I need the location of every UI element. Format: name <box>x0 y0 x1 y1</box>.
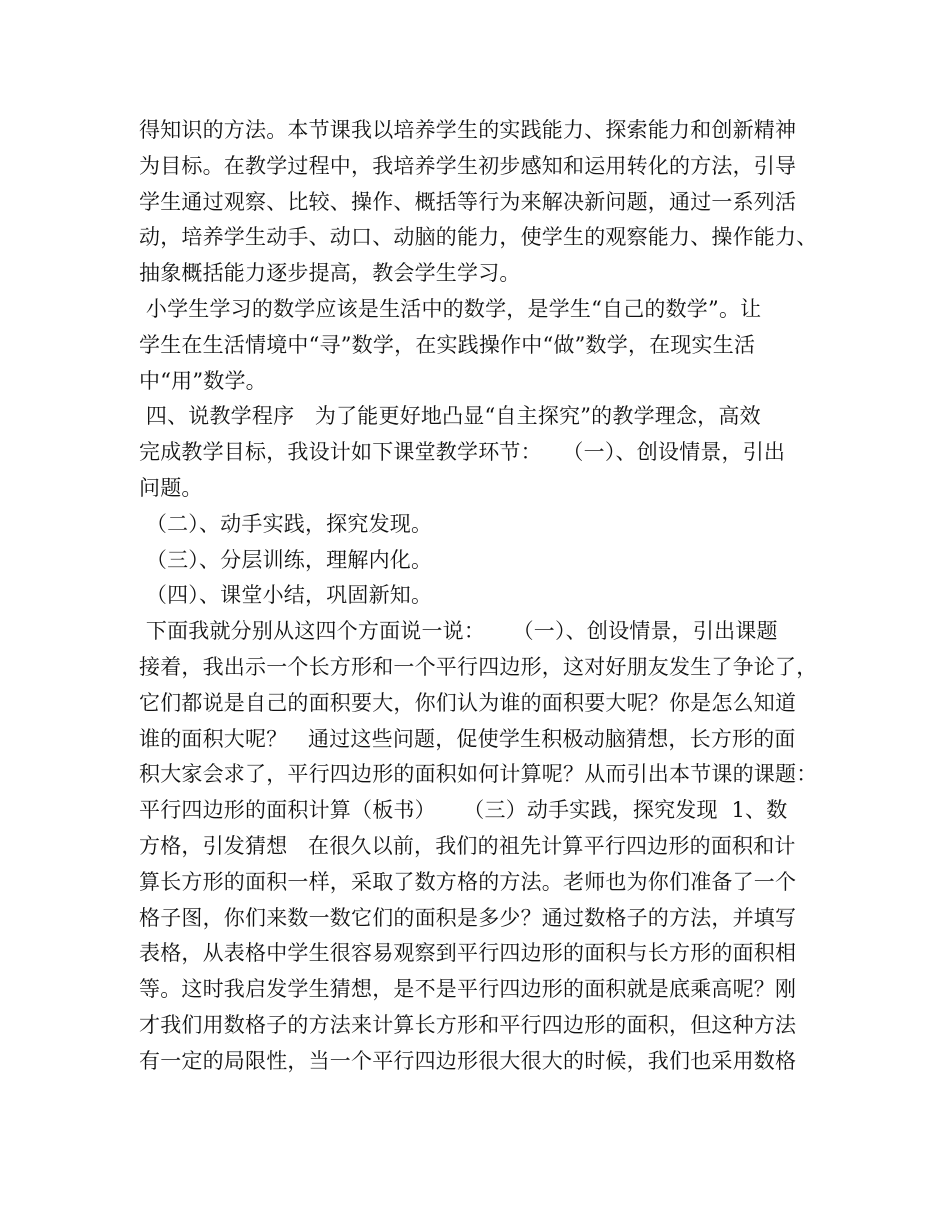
text-line: 学生在生活情境中“寻”数学，在实践操作中“做”数学，在现实生活 <box>139 332 756 357</box>
text-line: 谁的面积大呢？ 通过这些问题，促使学生积极动脑猜想，长方形的面 <box>139 726 796 751</box>
text-line: 问题。 <box>139 475 203 500</box>
text-line: 学生通过观察、比较、操作、概括等行为来解决新问题，通过一系列活 <box>139 189 797 214</box>
text-line: 算长方形的面积一样，采取了数方格的方法。老师也为你们准备了一个 <box>139 869 797 894</box>
text-line: 有一定的局限性，当一个平行四边形很大很大的时候，我们也采用数格 <box>139 1048 797 1073</box>
text-line: 积大家会求了，平行四边形的面积如何计算呢？从而引出本节课的课题： <box>139 762 818 787</box>
text-line: 抽象概括能力逐步提高，教会学生学习。 <box>139 261 521 286</box>
text-line: （四）、课堂小结，巩固新知。 <box>139 583 433 608</box>
text-line: 它们都说是自己的面积要大，你们认为谁的面积要大呢？你是怎么知道 <box>139 690 797 715</box>
text-line: 表格，从表格中学生很容易观察到平行四边形的面积与长方形的面积相 <box>139 941 797 966</box>
text-line: 中“用”数学。 <box>139 368 267 393</box>
text-line: 接着，我出示一个长方形和一个平行四边形，这对好朋友发生了争论了， <box>139 654 818 679</box>
text-line: 动，培养学生动手、动口、动脑的能力，使学生的观察能力、操作能力、 <box>139 225 818 250</box>
text-line: 完成教学目标，我设计如下课堂教学环节： （一）、创设情景，引出 <box>139 440 786 465</box>
text-line: 得知识的方法。本节课我以培养学生的实践能力、探索能力和创新精神 <box>139 118 797 142</box>
text-line: 四、说教学程序 为了能更好地凸显“自主探究”的教学理念，高效 <box>139 404 761 429</box>
text-line: 方格，引发猜想 在很久以前，我们的祖先计算平行四边形的面积和计 <box>139 833 796 858</box>
text-line: （三）、分层训练，理解内化。 <box>139 547 433 572</box>
text-line: 才我们用数格子的方法来计算长方形和平行四边形的面积，但这种方法 <box>139 1012 797 1037</box>
text-line: 为目标。在教学过程中，我培养学生初步感知和运用转化的方法，引导 <box>139 153 797 178</box>
body-text <box>139 113 829 1080</box>
text-line: （二）、动手实践，探究发现。 <box>139 511 433 536</box>
text-line: 下面我就分别从这四个方面说一说： （一）、创设情景，引出课题 <box>139 619 778 644</box>
text-line: 等。这时我启发学生猜想，是不是平行四边形的面积就是底乘高呢？刚 <box>139 977 797 1002</box>
text-line: 格子图，你们来数一数它们的面积是多少？通过数格子的方法，并填写 <box>139 905 797 930</box>
text-line: 小学生学习的数学应该是生活中的数学，是学生“自己的数学”。让 <box>139 296 762 321</box>
text-line: 平行四边形的面积计算（板书） （三）动手实践，探究发现 1、数 <box>139 798 788 823</box>
